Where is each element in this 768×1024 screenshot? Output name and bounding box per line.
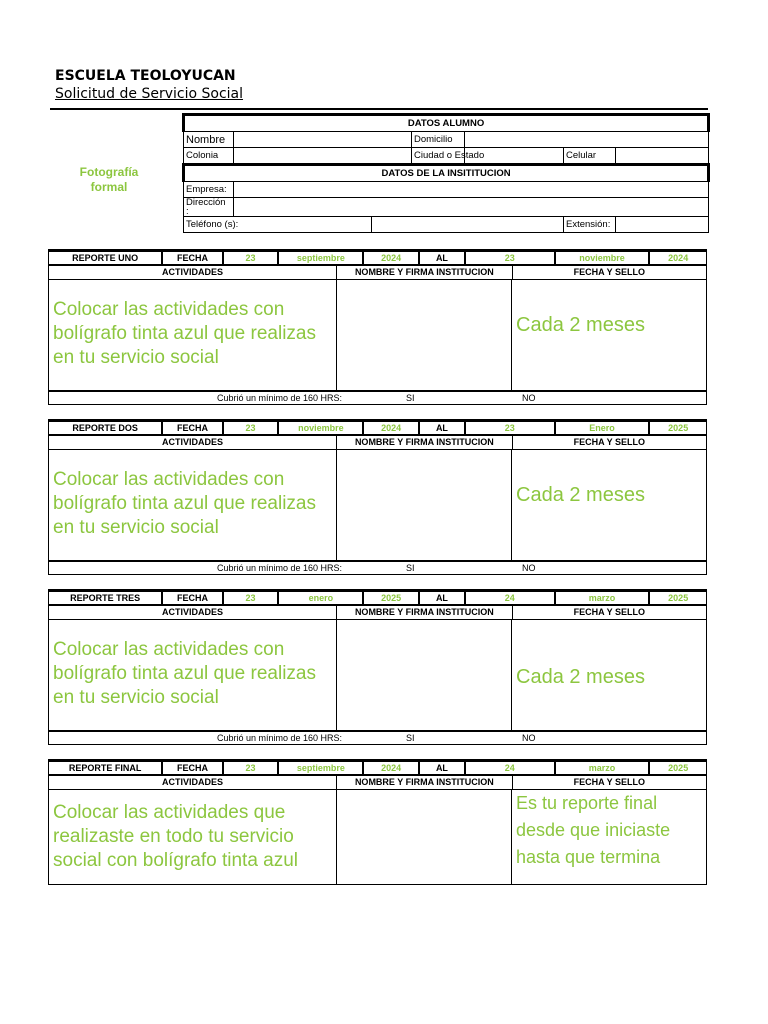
nombre-firma-header: NOMBRE Y FIRMA INSTITUCION bbox=[337, 436, 512, 449]
empresa-label: Empresa: bbox=[184, 182, 234, 198]
activities-text: Colocar las actividades que realizaste en todo tu servicio social con bolígrafo tinta azul bbox=[53, 802, 299, 871]
al-label: AL bbox=[420, 252, 466, 264]
activities-text: Colocar las actividades con bolígrafo tinta azul que realizas en tu servicio social bbox=[53, 469, 316, 538]
ciudad-label: Ciudad o Estado bbox=[412, 148, 465, 165]
report-title: REPORTE FINAL bbox=[49, 762, 163, 774]
report-body bbox=[49, 450, 706, 560]
student-data-heading: DATOS ALUMNO bbox=[184, 115, 709, 132]
report-columns bbox=[49, 776, 706, 790]
date-start-year[interactable]: 2024 bbox=[364, 252, 420, 264]
school-name: ESCUELA TEOLOYUCAN bbox=[55, 68, 236, 84]
hours-no-option[interactable]: NO bbox=[522, 563, 536, 573]
activities-cell[interactable] bbox=[49, 280, 337, 390]
stamp-note: Cada 2 meses bbox=[516, 666, 645, 688]
activities-cell[interactable] bbox=[49, 450, 337, 560]
title-rule bbox=[50, 108, 708, 110]
date-start-year[interactable]: 2024 bbox=[364, 422, 420, 434]
signature-cell[interactable] bbox=[337, 280, 512, 390]
student-data-table bbox=[182, 113, 710, 233]
report-block bbox=[48, 589, 707, 745]
fecha-label: FECHA bbox=[163, 592, 224, 604]
stamp-cell[interactable] bbox=[512, 280, 706, 390]
date-end-day[interactable]: 24 bbox=[466, 762, 556, 774]
hours-row bbox=[49, 390, 706, 404]
date-start-day[interactable]: 23 bbox=[224, 592, 280, 604]
actividades-header: ACTIVIDADES bbox=[49, 436, 337, 449]
form-title: Solicitud de Servicio Social bbox=[55, 86, 244, 102]
hours-label: Cubrió un mínimo de 160 HRS: bbox=[217, 563, 343, 573]
date-end-year[interactable]: 2025 bbox=[668, 763, 689, 773]
report-columns bbox=[49, 436, 706, 450]
photo-label-2: formal bbox=[90, 180, 128, 194]
hours-yes-option[interactable]: SI bbox=[406, 563, 415, 573]
date-end-month[interactable]: marzo bbox=[556, 762, 651, 774]
date-end-day[interactable]: 24 bbox=[466, 592, 556, 604]
stamp-note: Cada 2 meses bbox=[516, 314, 645, 336]
fecha-sello-header: FECHA Y SELLO bbox=[573, 437, 645, 447]
report-header bbox=[49, 760, 706, 776]
date-end-day[interactable]: 23 bbox=[466, 422, 556, 434]
celular-label: Celular bbox=[564, 148, 616, 165]
stamp-cell[interactable] bbox=[512, 790, 706, 884]
date-start-year[interactable]: 2024 bbox=[364, 762, 420, 774]
fecha-label: FECHA bbox=[163, 422, 224, 434]
telefono-label bbox=[184, 217, 372, 233]
date-end-year[interactable]: 2025 bbox=[668, 423, 689, 433]
signature-cell[interactable] bbox=[337, 620, 512, 730]
extension-label: Extensión: bbox=[564, 217, 616, 233]
actividades-header: ACTIVIDADES bbox=[49, 606, 337, 619]
report-body bbox=[49, 790, 706, 884]
stamp-note: Cada 2 meses bbox=[516, 484, 645, 506]
hours-label: Cubrió un mínimo de 160 HRS: bbox=[217, 733, 343, 743]
activities-cell[interactable] bbox=[49, 790, 337, 884]
date-start-month[interactable]: septiembre bbox=[279, 252, 364, 264]
report-body bbox=[49, 620, 706, 730]
stamp-cell[interactable] bbox=[512, 450, 706, 560]
colonia-field[interactable] bbox=[234, 148, 412, 165]
institution-heading: DATOS DE LA INSITITUCION bbox=[184, 165, 709, 182]
al-label: AL bbox=[420, 422, 466, 434]
direccion-label bbox=[184, 198, 234, 217]
activities-text: Colocar las actividades con bolígrafo tinta azul que realizas en tu servicio social bbox=[53, 299, 316, 368]
report-block bbox=[48, 419, 707, 575]
date-start-day[interactable]: 23 bbox=[224, 762, 280, 774]
date-end-month[interactable]: Enero bbox=[556, 422, 651, 434]
signature-cell[interactable] bbox=[337, 450, 512, 560]
report-header bbox=[49, 590, 706, 606]
hours-label: Cubrió un mínimo de 160 HRS: bbox=[217, 393, 343, 403]
date-end-year[interactable]: 2025 bbox=[668, 593, 689, 603]
hours-row bbox=[49, 730, 706, 744]
empresa-field[interactable] bbox=[234, 182, 709, 198]
report-header bbox=[49, 250, 706, 266]
report-title: REPORTE TRES bbox=[49, 592, 163, 604]
report-columns bbox=[49, 606, 706, 620]
stamp-note: Es tu reporte final desde que iniciaste hasta que termina bbox=[516, 793, 671, 867]
hours-no-option[interactable]: NO bbox=[522, 393, 536, 403]
direccion-label-colon: : bbox=[186, 206, 189, 217]
date-start-day[interactable]: 23 bbox=[224, 252, 280, 264]
activities-cell[interactable] bbox=[49, 620, 337, 730]
al-label: AL bbox=[420, 762, 466, 774]
direccion-field[interactable] bbox=[234, 198, 709, 217]
celular-field[interactable] bbox=[616, 148, 709, 165]
hours-yes-option[interactable]: SI bbox=[406, 733, 415, 743]
date-start-month[interactable]: septiembre bbox=[279, 762, 364, 774]
report-title: REPORTE UNO bbox=[49, 252, 163, 264]
date-end-day[interactable]: 23 bbox=[466, 252, 556, 264]
actividades-header: ACTIVIDADES bbox=[49, 266, 337, 279]
fecha-sello-header: FECHA Y SELLO bbox=[573, 777, 645, 787]
date-end-month[interactable]: noviembre bbox=[556, 252, 651, 264]
al-label: AL bbox=[420, 592, 466, 604]
date-start-month[interactable]: enero bbox=[279, 592, 364, 604]
fecha-label: FECHA bbox=[163, 252, 224, 264]
nombre-firma-header: NOMBRE Y FIRMA INSTITUCION bbox=[337, 776, 512, 789]
actividades-header: ACTIVIDADES bbox=[49, 776, 337, 789]
nombre-firma-header: NOMBRE Y FIRMA INSTITUCION bbox=[337, 266, 512, 279]
stamp-cell[interactable] bbox=[512, 620, 706, 730]
telefono-field[interactable] bbox=[372, 217, 564, 233]
photo-label-1: Fotografía bbox=[79, 165, 139, 179]
hours-row bbox=[49, 560, 706, 574]
report-block bbox=[48, 249, 707, 405]
fecha-label: FECHA bbox=[163, 762, 224, 774]
report-block bbox=[48, 759, 707, 885]
fecha-sello-header: FECHA Y SELLO bbox=[573, 267, 645, 277]
fecha-sello-header: FECHA Y SELLO bbox=[573, 607, 645, 617]
domicilio-label: Domicilio bbox=[412, 132, 465, 148]
signature-cell[interactable] bbox=[337, 790, 512, 884]
nombre-field[interactable] bbox=[234, 132, 412, 148]
activities-text: Colocar las actividades con bolígrafo tinta azul que realizas en tu servicio social bbox=[53, 639, 316, 708]
date-end-month[interactable]: marzo bbox=[556, 592, 651, 604]
domicilio-field[interactable] bbox=[465, 132, 709, 148]
photo-placeholder bbox=[70, 165, 148, 195]
telefono-label-text: Teléfono (s): bbox=[186, 219, 239, 230]
report-header bbox=[49, 420, 706, 436]
report-columns bbox=[49, 266, 706, 280]
hours-no-option[interactable]: NO bbox=[522, 733, 536, 743]
nombre-label: Nombre bbox=[184, 132, 234, 148]
extension-field[interactable] bbox=[616, 217, 709, 233]
colonia-label: Colonia bbox=[184, 148, 234, 165]
date-start-day[interactable]: 23 bbox=[224, 422, 280, 434]
date-start-month[interactable]: noviembre bbox=[279, 422, 364, 434]
hours-yes-option[interactable]: SI bbox=[406, 393, 415, 403]
nombre-firma-header: NOMBRE Y FIRMA INSTITUCION bbox=[337, 606, 512, 619]
direccion-label-text: Dirección bbox=[186, 197, 226, 208]
date-end-year[interactable]: 2024 bbox=[668, 253, 689, 263]
report-title: REPORTE DOS bbox=[49, 422, 163, 434]
report-body bbox=[49, 280, 706, 390]
date-start-year[interactable]: 2025 bbox=[364, 592, 420, 604]
